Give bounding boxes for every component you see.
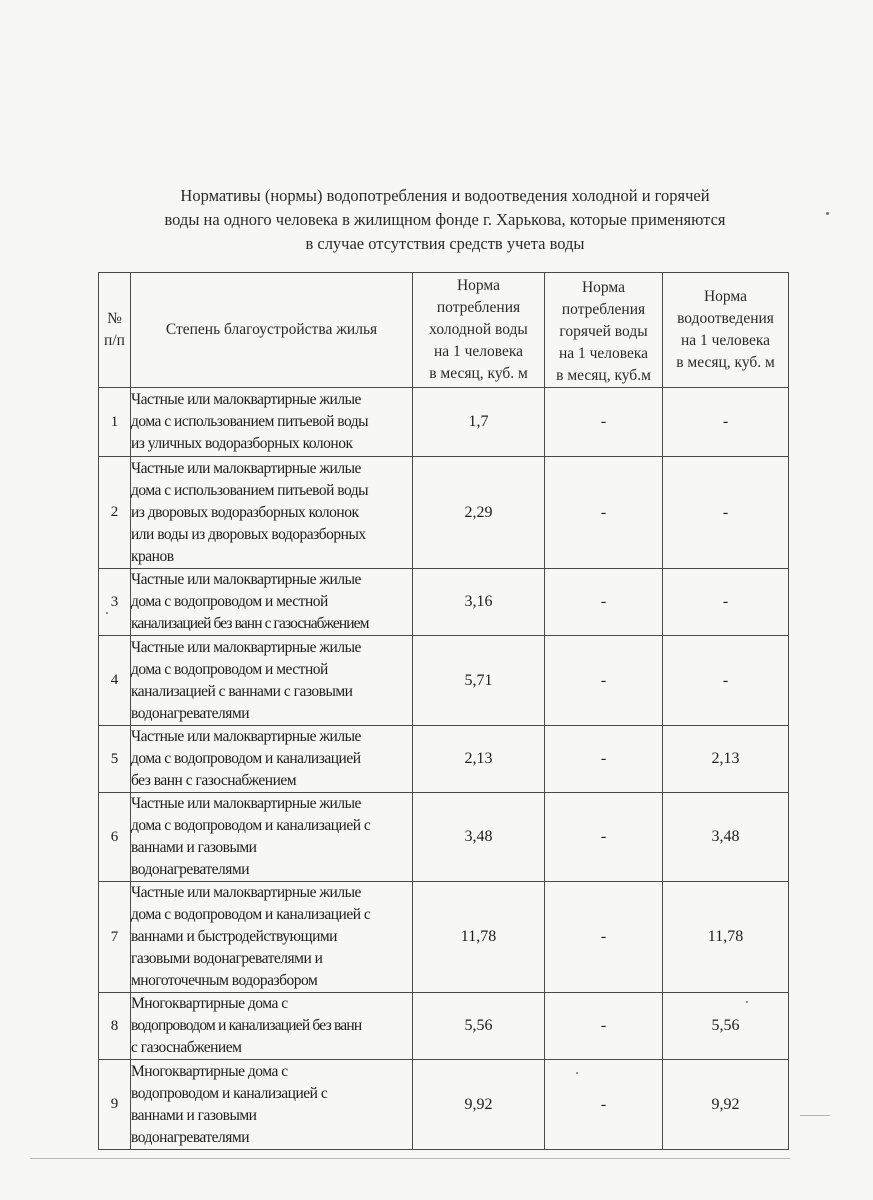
scan-speck	[826, 212, 829, 215]
cell-cold: 3,16	[413, 569, 545, 636]
cell-hot: -	[545, 1060, 663, 1150]
header-drain: Норма водоотведения на 1 человека в месяц, куб. м	[663, 273, 789, 388]
cell-hot: -	[545, 388, 663, 457]
cell-drain: 11,78	[663, 882, 789, 993]
row-num: 3	[99, 569, 131, 636]
header-hot: Норма потребления горячей воды на 1 человека в месяц, куб.м	[545, 273, 663, 388]
table-row	[99, 1060, 789, 1150]
scan-speck	[746, 1001, 748, 1003]
title-line: воды на одного человека в жилищном фонде г. Харькова, которые применяются	[164, 210, 726, 229]
row-num: 1	[99, 388, 131, 457]
row-num: 8	[99, 993, 131, 1060]
cell-hot: -	[545, 993, 663, 1060]
row-num: 9	[99, 1060, 131, 1150]
row-num: 4	[99, 636, 131, 726]
cell-cold: 5,56	[413, 993, 545, 1060]
scan-line	[800, 1115, 830, 1116]
cell-hot: -	[545, 569, 663, 636]
cell-drain: -	[663, 636, 789, 726]
table-row	[99, 993, 789, 1060]
title-line: в случае отсутствия средств учета воды	[305, 234, 585, 253]
row-desc: Многоквартирные дома с водопроводом и канализацией без ванн с газоснабжением	[131, 993, 413, 1060]
scan-line	[30, 1158, 790, 1159]
row-desc: Частные или малоквартирные жилые дома с водопроводом и канализацией с ваннами и быстродействующими газовыми водонагревателями и многоточечным водоразбором	[131, 882, 413, 993]
scan-speck	[106, 612, 108, 614]
document-title	[100, 184, 790, 256]
header-cold: Норма потребления холодной воды на 1 человека в месяц, куб. м	[413, 273, 545, 388]
title-line: Нормативы (нормы) водопотребления и водоотведения холодной и горячей	[180, 186, 710, 205]
table-row	[99, 457, 789, 569]
table-row	[99, 882, 789, 993]
cell-cold: 2,13	[413, 726, 545, 793]
row-num: 6	[99, 793, 131, 882]
cell-drain: 5,56	[663, 993, 789, 1060]
cell-cold: 9,92	[413, 1060, 545, 1150]
table-row	[99, 388, 789, 457]
row-desc: Многоквартирные дома с водопроводом и канализацией с ваннами и газовыми водонагревателями	[131, 1060, 413, 1150]
row-desc: Частные или малоквартирные жилые дома с использованием питьевой воды из уличных водоразборных колонок	[131, 388, 413, 457]
cell-drain: -	[663, 388, 789, 457]
cell-drain: 3,48	[663, 793, 789, 882]
cell-hot: -	[545, 882, 663, 993]
cell-hot: -	[545, 457, 663, 569]
row-desc: Частные или малоквартирные жилые дома с водопроводом и канализацией с ваннами и газовыми водонагревателями	[131, 793, 413, 882]
cell-hot: -	[545, 726, 663, 793]
cell-drain: -	[663, 569, 789, 636]
table-header-row	[99, 273, 789, 388]
cell-cold: 5,71	[413, 636, 545, 726]
row-num: 7	[99, 882, 131, 993]
cell-cold: 3,48	[413, 793, 545, 882]
cell-drain: 2,13	[663, 726, 789, 793]
row-num: 5	[99, 726, 131, 793]
row-desc: Частные или малоквартирные жилые дома с использованием питьевой воды из дворовых водоразборных колонок или воды из дворовых водоразборных кранов	[131, 457, 413, 569]
row-desc: Частные или малоквартирные жилые дома с водопроводом и канализацией без ванн с газоснабжением	[131, 726, 413, 793]
scan-speck	[576, 1072, 578, 1074]
table-row	[99, 636, 789, 726]
norms-table	[98, 272, 789, 1150]
row-num: 2	[99, 457, 131, 569]
cell-hot: -	[545, 636, 663, 726]
table-row	[99, 726, 789, 793]
cell-drain: 9,92	[663, 1060, 789, 1150]
cell-hot: -	[545, 793, 663, 882]
cell-cold: 11,78	[413, 882, 545, 993]
header-desc: Степень благоустройства жилья	[131, 273, 413, 388]
table-row	[99, 793, 789, 882]
row-desc: Частные или малоквартирные жилые дома с водопроводом и местной канализацией без ванн с газоснабжением	[131, 569, 413, 636]
cell-cold: 1,7	[413, 388, 545, 457]
cell-drain: -	[663, 457, 789, 569]
table-row	[99, 569, 789, 636]
cell-cold: 2,29	[413, 457, 545, 569]
row-desc: Частные или малоквартирные жилые дома с водопроводом и местной канализацией с ваннами с газовыми водонагревателями	[131, 636, 413, 726]
header-num: № п/п	[99, 273, 131, 388]
